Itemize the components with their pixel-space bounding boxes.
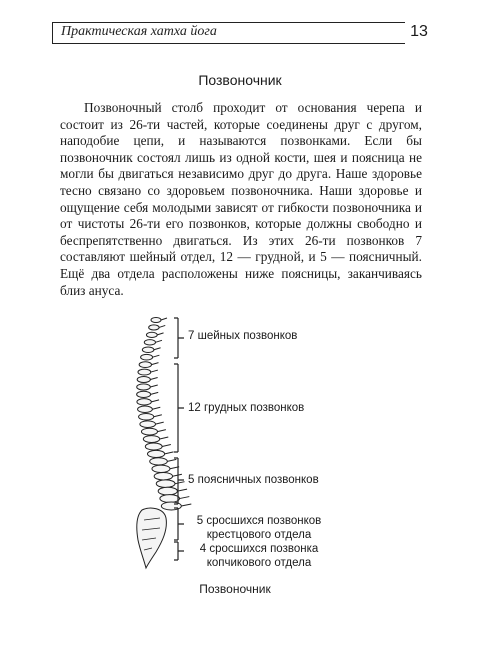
vertebra-process [159, 325, 165, 327]
vertebra-process [162, 444, 171, 446]
vertebra [150, 458, 168, 465]
vertebra [137, 391, 151, 397]
vertebra-process [179, 497, 189, 499]
page-number: 13 [410, 23, 428, 40]
vertebra-process [175, 482, 185, 484]
vertebra [137, 399, 151, 405]
spine-figure [120, 314, 340, 584]
vertebra [138, 369, 151, 375]
vertebrae [137, 318, 192, 511]
vertebra [144, 340, 155, 345]
vertebra-process [155, 422, 163, 424]
vertebra [141, 428, 157, 435]
vertebra [152, 465, 170, 472]
vertebra [137, 377, 150, 383]
vertebra-process [150, 378, 157, 380]
vertebra-process [155, 340, 161, 342]
label-cervical: 7 шейных позвонков [188, 330, 298, 342]
vertebra [138, 406, 153, 412]
label-lumbar: 5 поясничных позвонков [188, 474, 319, 486]
running-header [52, 22, 405, 44]
vertebra-process [173, 474, 182, 476]
vertebra-process [160, 437, 169, 439]
label-coccygeal: 4 сросшихся позвонка копчикового отдела [199, 543, 319, 569]
vertebra [146, 332, 157, 337]
vertebra [140, 421, 156, 428]
vertebra-process [152, 407, 160, 409]
vertebra [142, 347, 154, 352]
vertebra [137, 384, 151, 390]
label-sacral: 5 сросшихся позвонков крестцового отдела [196, 515, 322, 541]
sacrum-shape [137, 508, 167, 568]
vertebra-process [151, 392, 159, 394]
vertebra-process [157, 333, 163, 335]
vertebra-process [153, 355, 160, 357]
vertebra [160, 495, 180, 503]
running-title: Практическая хатха йога [61, 24, 217, 39]
vertebra [145, 443, 162, 450]
section-heading: Позвоночник [198, 72, 282, 88]
vertebra [139, 413, 154, 420]
vertebra [139, 362, 151, 368]
vertebra-process [151, 370, 158, 372]
section-brackets [174, 318, 184, 560]
vertebra [147, 450, 164, 457]
vertebra-process [181, 504, 191, 506]
vertebra [156, 480, 175, 488]
vertebra [158, 487, 177, 495]
vertebra [149, 325, 159, 330]
vertebra-process [152, 363, 159, 365]
figure-caption: Позвоночник [199, 582, 271, 596]
vertebra-process [154, 348, 161, 350]
vertebra [143, 436, 159, 443]
vertebra-process [177, 489, 187, 491]
vertebra [141, 354, 153, 360]
vertebra [151, 318, 161, 323]
vertebra-process [151, 400, 159, 402]
vertebra-process [150, 385, 157, 387]
vertebra-process [157, 430, 165, 432]
vertebra-process [161, 318, 167, 320]
vertebra-process [167, 459, 176, 461]
vertebra-process [165, 452, 174, 454]
body-paragraph: Позвоночный столб проходит от основания черепа и состоит из 26-ти частей, которые соединены друг с другом, наподобие цепи, и называются позвонками. Если бы позвоночник состоял лишь из одной кости, шея и поясница не могли бы двигаться независимо друг до друга. Наше здоровье тесно связано со здоровьем позвоночника. Наши здоровье и ощущение себя молодыми зависят от гибкости позвоночника и от чистоты 26-ти его позвонков, которые должны свободно и беспрепятственно двигаться. Из этих 26-ти позвонков 7 составляют шейный отдел, 12 — грудной, и 5 — поясничный. Ещё два отдела расположены ниже поясницы, заканчиваясь близ ануса. [60, 100, 422, 298]
label-thoracic: 12 грудных позвонков [188, 402, 305, 414]
vertebra-process [154, 415, 162, 417]
vertebra [154, 472, 172, 480]
